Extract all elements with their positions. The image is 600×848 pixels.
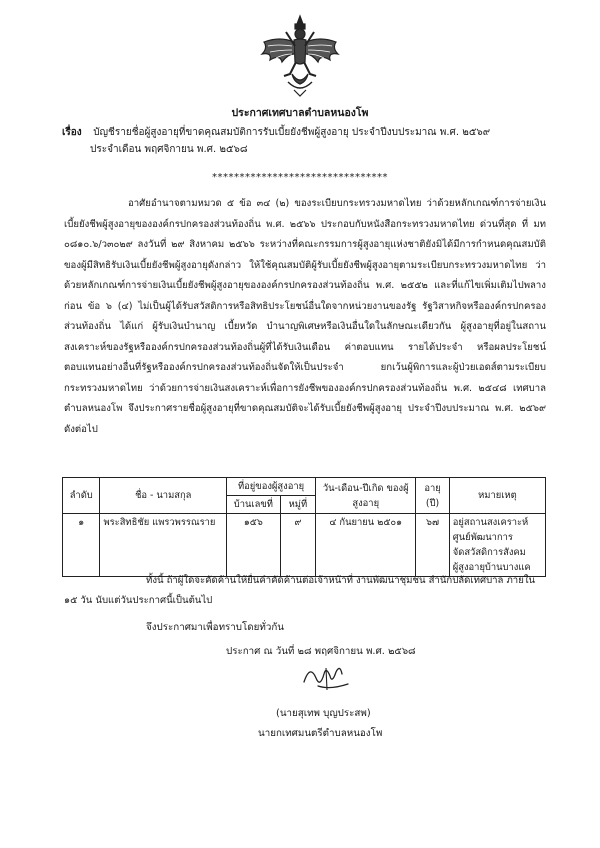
announce-date: ประกาศ ณ วันที่ ๒๘ พฤศจิกายน พ.ศ. ๒๕๖๘ [226,646,416,657]
cell-age: ๖๗ [416,514,449,577]
signer-position: นายกเทศมนตรีตำบลหนองโพ [258,728,383,739]
header-moo: หมู่ที่ [280,496,315,514]
separator-line: ******************************** [212,172,388,183]
subject-block [62,124,572,158]
subject-line-2: ประจำเดือน พฤศจิกายน พ.ศ. ๒๕๖๘ [90,144,248,155]
cell-no: ๑ [63,514,100,577]
header-address: ที่อยู่ของผู้สูงอายุ [227,478,316,496]
header-note: หมายเหตุ [449,478,545,514]
subject-label: เรื่อง [62,127,82,138]
signer-name: (นายสุเทพ บุญประสพ) [276,708,371,719]
note-line: ผู้สูงอายุบ้านบางแค [452,562,531,573]
cell-name: พระสิทธิชัย แพรวพรรณราย [100,514,227,577]
header-age: อายุ (ปี) [416,478,449,514]
handwritten-signature [296,660,356,694]
elderly-table [62,477,546,577]
cell-note [449,514,545,577]
note-line: จัดสวัสดิการสังคม [452,547,526,558]
cell-moo: ๙ [280,514,315,577]
subject-line-1: บัญชีรายชื่อผู้สูงอายุที่ขาดคุณสมบัติการรับเบี้ยยังชีพผู้สูงอายุ ประจำปีงบประมาณ พ.ศ. ๒๕๖๙ [93,127,491,138]
note-line: ศูนย์พัฒนาการ [452,532,513,543]
header-name: ชื่อ - นามสกุล [100,478,227,514]
garuda-emblem-icon [258,12,342,98]
cell-dob: ๔ กันยายน ๒๕๐๑ [316,514,416,577]
objection-paragraph: ทั้งนี้ ถ้าผู้ใดจะคัดค้านให้ยื่นคำคัดค้านต่อเจ้าหน้าที่ งานพัฒนาชุมชน สำนักปลัดเทศบาล ภายใน ๑๕ วัน นับแต่วันประกาศนี้เป็นต้นไป [64,575,536,606]
header-no: ลำดับ [63,478,100,514]
table-header-row [63,478,546,496]
note-line: อยู่สถานสงเคราะห์ [452,517,529,528]
header-dob: วัน-เดือน-ปีเกิด ของผู้สูงอายุ [316,478,416,514]
body-paragraph: อาศัยอำนาจตามหมวด ๕ ข้อ ๓๔ (๒) ของระเบียบกระทรวงมหาดไทย ว่าด้วยหลักเกณฑ์การจ่ายเงินเบี้ยยังชีพผู้สูงอายุขององค์กรปกครองส่วนท้องถิ่น พ.ศ. ๒๕๖๖ ประกอบกับหนังสือกระทรวงมหาดไทย ด่วนที่สุด ที่ มท ๐๘๑๐.๖/ว๓๐๒๙ ลงวันที่ ๒๙ สิงหาคม ๒๕๖๖ ระหว่างที่คณะกรรมการผู้สูงอายุแห่งชาติยังมิได้มีการกำหนดคุณสมบัติของผู้มีสิทธิรับเงินเบี้ยยังชีพผู้สูงอายุดังกล่าว ให้ใช้คุณสมบัติผู้รับเบี้ยยังชีพผู้สูงอายุตามระเบียบกระทรวงมหาดไทย ว่าด้วยหลักเกณฑ์การจ่ายเงินเบี้ยยังชีพผู้สูงอายุขององค์กรปกครองส่วนท้องถิ่น พ.ศ. ๒๕๕๒ และที่แก้ไขเพิ่มเติมไปพลางก่อน ข้อ ๖ (๔) ไม่เป็นผู้ได้รับสวัสดิการหรือสิทธิประโยชน์อื่นใดจากหน่วยงานของรัฐ รัฐวิสาหกิจหรือองค์กรปกครองส่วนท้องถิ่น ได้แก่ ผู้รับเงินบำนาญ เบี้ยหวัด บำนาญพิเศษหรือเงินอื่นใดในลักษณะเดียวกัน ผู้สูงอายุที่อยู่ในสถานสงเคราะห์ของรัฐหรือองค์กรปกครองส่วนท้องถิ่นผู้ที่ได้รับเงินเดือน ค่าตอบแทน รายได้ประจำ หรือผลประโยชน์ตอบแทนอย่างอื่นที่รัฐหรือองค์กรปกครองส่วนท้องถิ่นจัดให้เป็นประจำ ยกเว้นผู้พิการและผู้ป่วยเอดส์ตามระเบียบกระทรวงมหาดไทย ว่าด้วยการจ่ายเงินสงเคราะห์เพื่อการยังชีพขององค์กรปกครองส่วนท้องถิ่น พ.ศ. ๒๕๔๘ เทศบาลตำบลหนองโพ จึงประกาศรายชื่อผู้สูงอายุที่ขาดคุณสมบัติจะได้รับเบี้ยยังชีพผู้สูงอายุ ประจำปีงบประมาณ พ.ศ. ๒๕๖๙ ดังต่อไป [64,198,546,435]
announcement-title: ประกาศเทศบาลตำบลหนองโพ [231,107,369,119]
table-row [63,514,546,577]
header-house-no: บ้านเลขที่ [227,496,281,514]
announce-line: จึงประกาศมาเพื่อทราบโดยทั่วกัน [146,622,284,633]
cell-house-no: ๑๕๖ [227,514,281,577]
